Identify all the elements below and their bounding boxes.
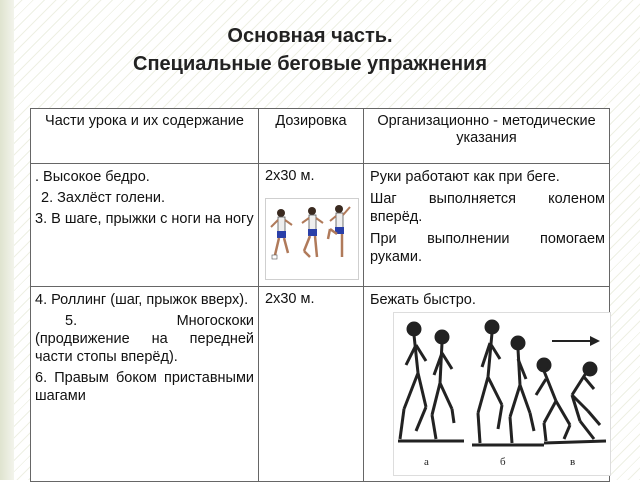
runner-sketch [478,321,502,443]
methodology-cell [364,164,610,287]
exercise-item: 3. В шаге, прыжки с ноги на ногу [35,211,254,227]
figure-label-a: а [424,456,429,468]
dosage-value: 2х30 м. [265,168,315,184]
runner-figure [271,209,292,259]
title-line-2: Специальные беговые упражнения [133,53,487,75]
methodology-note: При выполнении помогаем руками. [370,231,605,265]
title-line-1: Основная часть. [227,25,393,47]
runner-figure [302,207,323,257]
dosage-value: 2х30 м. [265,291,315,307]
figure-label-c: в [570,456,576,468]
runner-sketch [510,337,534,443]
running-technique-svg [394,313,610,475]
header-dosage: Дозировка [259,109,364,164]
methodology-note: Руки работают как при беге. [370,169,560,185]
exercises-cell [31,164,259,287]
drill-figures-svg [266,199,358,279]
dosage-cell [259,164,364,287]
runner-sketch [432,331,454,439]
table-header-row [31,109,610,164]
dosage-cell [259,287,364,482]
exercise-item: 5. Многоскоки (продвижение на передней части стопы вперёд). [35,313,255,365]
header-parts: Части урока и их содержание [31,109,259,164]
runner-figure [328,205,350,257]
exercises-cell [31,287,259,482]
table-row [31,164,610,287]
exercise-item: . Высокое бедро. [35,169,150,185]
exercise-item: 2. Захлёст голени. [41,190,166,206]
sprint-drill-figures-image [265,198,359,280]
runner-sketch [536,359,570,441]
runner-sketch [400,323,426,439]
exercise-item: 4. Роллинг (шаг, прыжок вверх). [35,292,249,308]
header-methodology: Организационно - методические указания [364,109,610,164]
methodology-note: Бежать быстро. [370,292,476,308]
figure-label-b: б [500,456,506,468]
running-technique-sketch-image [393,312,611,476]
methodology-note: Шаг выполняется коленом вперёд. [370,191,605,225]
runner-sketch [572,363,600,439]
slide-title [0,22,620,78]
exercise-item: 6. Правым боком приставными шагами [35,370,255,404]
